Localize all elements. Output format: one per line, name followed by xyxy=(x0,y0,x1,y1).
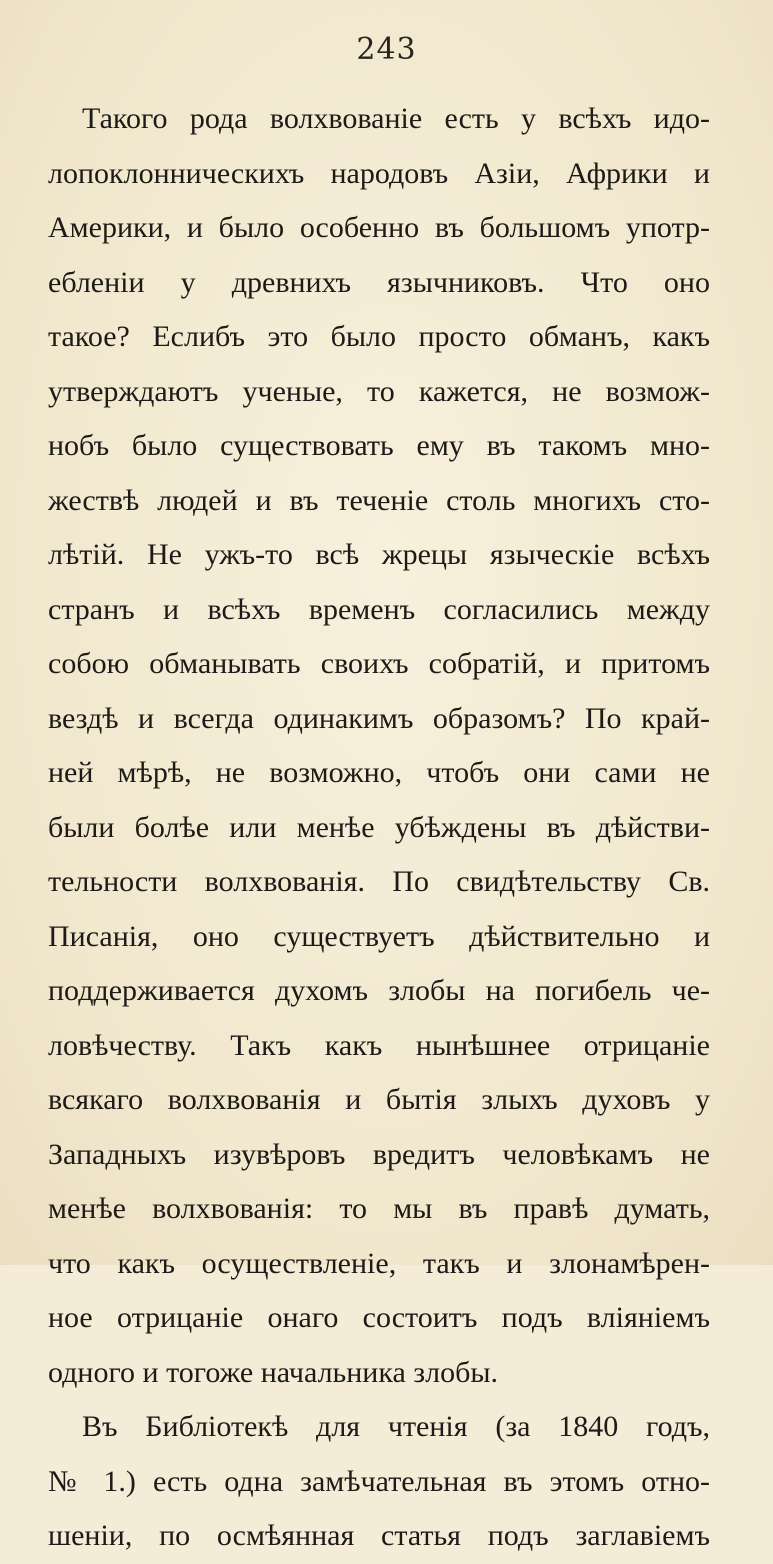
text-line: № 1.) есть одна замѣчательная въ этомъ отно- xyxy=(48,1464,710,1498)
text-line: тельности волхвованія. По свидѣтельству Св. xyxy=(48,865,710,898)
text-line: Америки, и было особенно въ большомъ употр- xyxy=(48,211,710,244)
text-line: ловѣчеству. Такъ какъ нынѣшнее отрицаніе xyxy=(48,1028,710,1062)
text-line: одного и тогоже начальника злобы. xyxy=(48,1355,499,1389)
text-line: ебленіи у древнихъ язычниковъ. Что оно xyxy=(48,265,710,299)
text-line: ней мѣрѣ, не возможно, чтобъ они сами не xyxy=(48,756,710,789)
text-line: собою обманывать своихъ собратій, и притомъ xyxy=(48,647,710,680)
text-line: ное отрицаніе онаго состоитъ подъ вліяніемъ xyxy=(48,1301,710,1334)
text-line: лѣтій. Не ужъ-то всѣ жрецы языческіе всѣхъ xyxy=(48,538,710,571)
text-line: менѣе волхвованія: то мы въ правѣ думать, xyxy=(48,1192,710,1225)
page-number: 243 xyxy=(356,32,417,67)
text-line: утверждаютъ ученые, то кажется, не возмож- xyxy=(48,374,710,408)
text-line: вездѣ и всегда одинакимъ образомъ? По край- xyxy=(48,701,710,735)
text-line: что какъ осуществленіе, такъ и злонамѣрен- xyxy=(48,1246,710,1280)
text-line: были болѣе или менѣе убѣждены въ дѣйстви- xyxy=(48,810,710,844)
text-line: поддерживается духомъ злобы на погибель че- xyxy=(48,974,710,1007)
text-line: Въ Библіотекѣ для чтенія (за 1840 годъ, xyxy=(82,1410,710,1443)
text-line: нобъ было существовать ему въ такомъ мно- xyxy=(48,429,710,462)
text-line: жествѣ людей и въ теченіе столь многихъ сто- xyxy=(48,483,710,517)
text-line: странъ и всѣхъ временъ согласились между xyxy=(48,592,710,626)
text-line: всякаго волхвованія и бытія злыхъ духовъ у xyxy=(48,1083,710,1116)
text-line: Такого рода волхвованіе есть у всѣхъ идо- xyxy=(82,102,710,135)
text-line: лопоклонническихъ народовъ Азіи, Африки и xyxy=(48,156,710,190)
text-line: такое? Еслибъ это было просто обманъ, какъ xyxy=(48,320,710,353)
text-line: Западныхъ изувѣровъ вредитъ человѣкамъ не xyxy=(48,1137,710,1171)
text-line: шеніи, по осмѣянная статья подъ заглавіемъ xyxy=(48,1519,710,1552)
body-text xyxy=(48,92,710,1564)
text-line: Писанія, оно существуетъ дѣйствительно и xyxy=(48,919,710,953)
